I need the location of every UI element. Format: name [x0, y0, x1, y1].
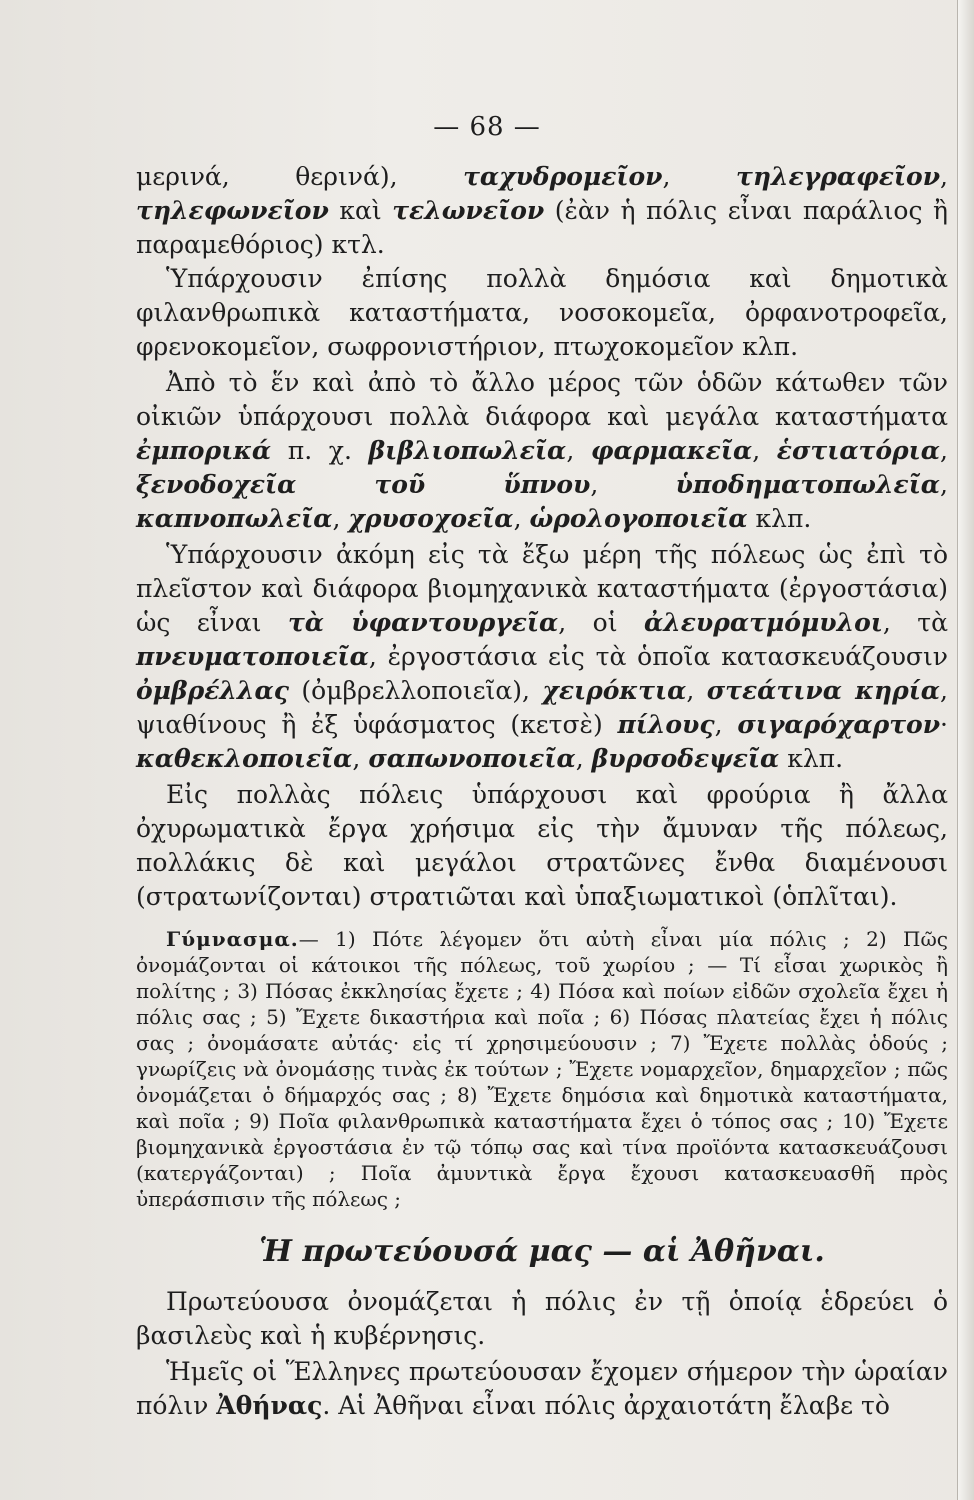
text: Πρωτεύουσα ὀνομάζεται ἡ πόλις ἐν τῇ ὁποίᾳ ἑδρεύει ὁ βασιλεὺς καὶ ἡ κυβέρνησις.	[136, 1287, 948, 1350]
term: τηλεφωνεῖον	[136, 196, 329, 225]
term: ταχυδρομεῖον	[463, 162, 663, 191]
paragraph-6	[136, 1285, 948, 1353]
term: ὡρολογοποιεῖα	[529, 504, 748, 533]
paragraph-7	[136, 1355, 948, 1423]
text: ,	[590, 470, 676, 499]
term: καθεκλοποιεῖα	[136, 744, 353, 773]
adjacent-page-edge	[957, 0, 974, 1500]
text: Ἀπὸ τὸ ἕν καὶ ἀπὸ τὸ ἄλλο μέρος τῶν ὁδῶν κάτωθεν τῶν οἰκιῶν ὑπάρχουσι πολλὰ διάφορα καὶ μεγάλα καταστήματα	[136, 368, 948, 431]
text: Ὑπάρχουσιν ἐπίσης πολλὰ δημόσια καὶ δημοτικὰ φιλανθρωπικὰ καταστήματα, νοσοκομεῖα, ὀρφανοτροφεῖα, φρενοκομεῖον, σωφρονιστήριον, πτωχοκομεῖον κλπ.	[136, 264, 948, 361]
term: σαπωνοποιεῖα	[368, 744, 576, 773]
term: τελωνεῖον	[392, 196, 545, 225]
term: τὰ ὑφαντουργεῖα	[287, 608, 559, 637]
term: ἑστιατόρια	[776, 436, 941, 465]
text: ,	[513, 504, 530, 533]
term: Ἀθήνας	[216, 1391, 323, 1420]
text: , ἐργοστάσια εἰς τὰ ὁποῖα κατασκευάζουσιν	[368, 642, 948, 671]
term: σιγαρόχαρτον	[737, 710, 941, 739]
text: ,	[575, 744, 592, 773]
text: ,	[714, 710, 738, 739]
text: ,	[940, 162, 948, 191]
text: ·	[940, 710, 948, 739]
exercise-label: Γύμνασμα.	[166, 927, 299, 951]
text: , τὰ	[882, 608, 948, 637]
term: πνευματοποιεῖα	[136, 642, 369, 671]
term: χρυσοχοεῖα	[348, 504, 514, 533]
text: ,	[332, 504, 349, 533]
paragraph-4	[136, 538, 948, 776]
term: ἐμπορικά	[136, 436, 272, 465]
text: ,	[352, 744, 369, 773]
term: ὑποδηματοπωλεῖα	[675, 470, 941, 499]
term: καπνοπωλεῖα	[136, 504, 333, 533]
text: Ἡμεῖς οἱ Ἕλληνες πρωτεύουσαν ἔχομεν σήμερον τὴν ὡραίαν πόλιν	[136, 1357, 948, 1420]
text: (ἐὰν ἡ πόλις εἶναι παράλιος ἢ παραμεθόριος) κτλ.	[136, 196, 949, 259]
term: χειρόκτια	[542, 676, 687, 705]
text: (ὀμβρελλοποιεῖα),	[288, 676, 543, 705]
text: κλπ.	[779, 744, 844, 773]
exercise-block	[136, 926, 948, 1212]
paragraph-3	[136, 366, 948, 536]
term: πίλους	[617, 710, 715, 739]
term: ἀλευρατμόμυλοι	[643, 608, 883, 637]
text: ,	[686, 676, 707, 705]
term: βιβλιοπωλεῖα	[368, 436, 567, 465]
term: ὀμβρέλλας	[136, 676, 289, 705]
text: ,	[940, 470, 948, 499]
paragraph-5	[136, 778, 948, 914]
term: ξενοδοχεῖα τοῦ ὕπνου	[136, 470, 591, 499]
text: καὶ	[328, 196, 393, 225]
text: κλπ.	[747, 504, 812, 533]
exercise-text: — 1) Πότε λέγομεν ὅτι αὐτὴ εἶναι μία πόλις ; 2) Πῶς ὀνομάζονται οἱ κάτοικοι τῆς πόλεως, τοῦ χωρίου ; — Τί εἶσαι χωρικὸς ἢ πολίτης ; 3) Πόσας ἐκκλησίας ἔχετε ; 4) Πόσα καὶ ποίων εἰδῶν σχολεῖα ἔχει ἡ πόλις σας ; 5) Ἔχετε δικαστήρια καὶ ποῖα ; 6) Πόσας πλατείας ἔχει ἡ πόλις σας ; ὀνομάσατε αὐτάς· εἰς τί χρησιμεύουσιν ; 7) Ἔχετε πολλὰς ὁδούς ; γνωρίζεις νὰ ὀνομάσῃς τινὰς ἐκ τούτων ; Ἔχετε νομαρχεῖον, δημαρχεῖον ; πῶς ὀνομάζεται ὁ δήμαρχός σας ; 8) Ἔχετε δημόσια καὶ δημοτικὰ καταστήματα, καὶ ποῖα ; 9) Ποῖα φιλανθρωπικὰ καταστήματα ἔχει ὁ τόπος σας ; 10) Ἔχετε βιομηχανικὰ ἐργοστάσια ἐν τῷ τόπῳ σας καὶ τίνα προϊόντα κατασκευάζουσι (κατεργάζονται) ; Ποῖα ἀμυντικὰ ἔργα ἔχουσι κατασκευασθῆ πρὸς ὑπεράσπισιν τῆς πόλεως ;	[136, 927, 948, 1211]
text: Εἰς πολλὰς πόλεις ὑπάρχουσι καὶ φρούρια ἢ ἄλλα ὀχυρωματικὰ ἔργα χρήσιμα εἰς τὴν ἄμυναν τῆς πόλεως, πολλάκις δὲ καὶ μεγάλοι στρατῶνες ἔνθα διαμένουσι (στρατωνίζονται) στρατιῶται καὶ ὑπαξιωματικοὶ (ὁπλῖται).	[136, 780, 948, 911]
section-title: Ἡ πρωτεύουσά μας — αἱ Ἀθῆναι.	[259, 1234, 825, 1269]
term: στεάτινα κηρία	[706, 676, 941, 705]
text: Ὑπάρχουσιν ἀκόμη εἰς τὰ ἔξω μέρη τῆς πόλεως ὡς ἐπὶ τὸ πλεῖστον καὶ διάφορα βιομηχανικὰ καταστήματα (ἐργοστάσια) ὡς εἶναι	[136, 540, 948, 637]
paragraph-1	[136, 160, 948, 262]
text: μερινά, θερινά),	[136, 162, 464, 191]
term: φαρμακεῖα	[590, 436, 753, 465]
text: , ψιαθίνους ἢ ἐξ ὑφάσματος (κετσὲ)	[136, 676, 948, 739]
text: π. χ.	[271, 436, 369, 465]
text: ,	[566, 436, 591, 465]
page-content	[136, 160, 948, 1423]
paragraph-2	[136, 262, 948, 364]
page-number: — 68 —	[433, 112, 541, 142]
text: ,	[940, 436, 948, 465]
term: βυρσοδεψεῖα	[591, 744, 780, 773]
text: . Αἱ Ἀθῆναι εἶναι πόλις ἀρχαιοτάτη ἔλαβε τὸ	[322, 1391, 890, 1420]
term: τηλεγραφεῖον	[736, 162, 941, 191]
text: ,	[752, 436, 777, 465]
text: , οἱ	[558, 608, 644, 637]
text: ,	[662, 162, 737, 191]
